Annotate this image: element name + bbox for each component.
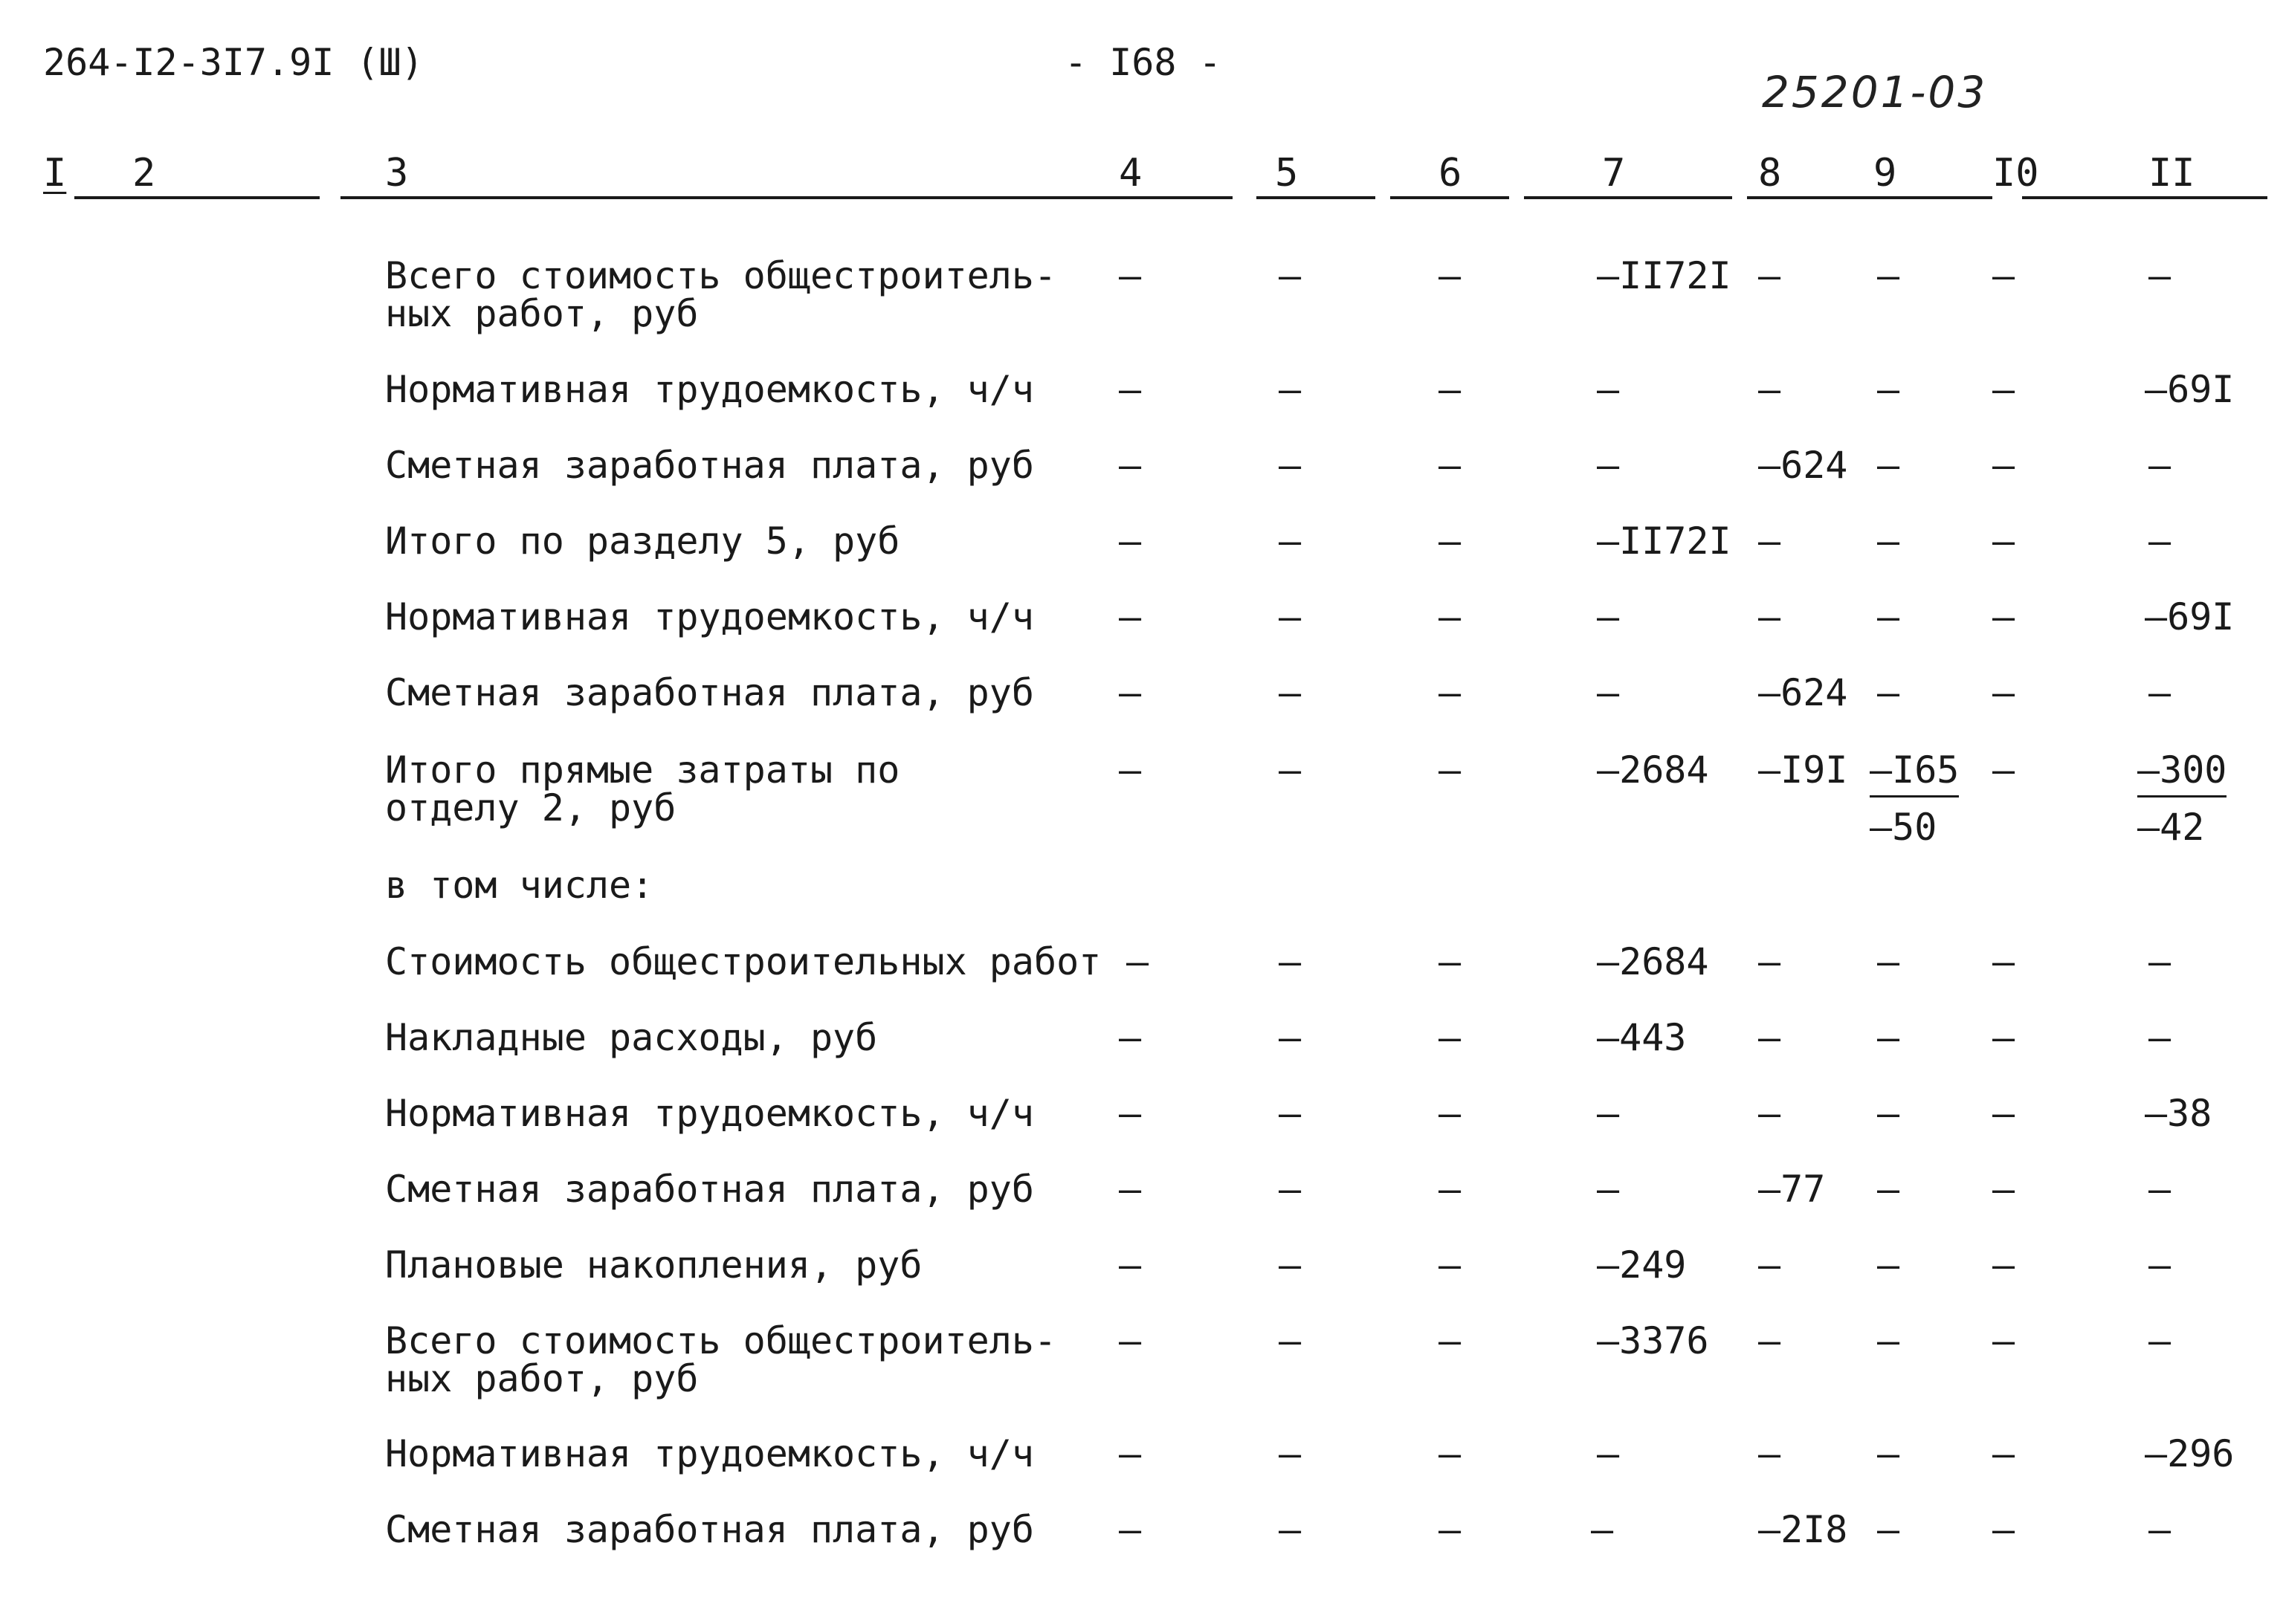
row-label: Всего стоимость общестроитель- (385, 1319, 1057, 1362)
col-header-3: 3 (385, 151, 409, 195)
col-header-4: 4 (1119, 151, 1143, 195)
row-label: Сметная заработная плата, руб (385, 671, 1034, 714)
col-header-10: I0 (1992, 151, 2039, 195)
col-header-5: 5 (1275, 151, 1299, 195)
cell-c4: – (1119, 368, 1142, 411)
cell-c5: – (1279, 748, 1302, 792)
cell-c5: – (1279, 444, 1302, 487)
cell-c8: – (1758, 520, 1781, 563)
cell-c7: – (1591, 1508, 1614, 1551)
row-label-cont: отделу 2, руб (385, 786, 676, 829)
cell-c5: – (1279, 1092, 1302, 1135)
cell-c10: – (1992, 595, 2015, 638)
cell-c6: – (1438, 940, 1462, 983)
cell-c6: – (1438, 254, 1462, 297)
header-rule-3 (1256, 196, 1375, 199)
cell-c9: – (1877, 368, 1900, 411)
cell-c10: – (1992, 1432, 2015, 1475)
cell-c7: – (1597, 1092, 1620, 1135)
cell-c6: – (1438, 444, 1462, 487)
col-header-11: II (2148, 151, 2195, 195)
cell-c6: – (1438, 1508, 1462, 1551)
col-header-9: 9 (1873, 151, 1897, 195)
cell-c9: – (1877, 1319, 1900, 1362)
header-rule-1 (74, 196, 320, 199)
row-label: Сметная заработная плата, руб (385, 1508, 1034, 1551)
cell-c6: – (1438, 1092, 1462, 1135)
cell-c9: – (1877, 940, 1900, 983)
cell-c5: – (1279, 1016, 1302, 1059)
header-rule-6 (1747, 196, 1992, 199)
cell-c10: – (1992, 520, 2015, 563)
handwritten-code: 25201-03 (1762, 67, 1988, 117)
cell-c9: – (1877, 1168, 1900, 1211)
page-number: - I68 - (1065, 41, 1221, 84)
cell-c10: – (1992, 671, 2015, 714)
cell-c6: – (1438, 520, 1462, 563)
cell-c9: – (1877, 254, 1900, 297)
header-rule-7 (2022, 196, 2267, 199)
header-rule-4 (1390, 196, 1509, 199)
cell-c11: – (2148, 1016, 2171, 1059)
cell-c10: – (1992, 1319, 2015, 1362)
row-label: Сметная заработная плата, руб (385, 1168, 1034, 1211)
cell-c5: – (1279, 1508, 1302, 1551)
cell-c9: – (1877, 520, 1900, 563)
cell-c5: – (1279, 1168, 1302, 1211)
cell-c7: –II72I (1597, 254, 1731, 297)
cell-c9-fraction (1870, 748, 1960, 849)
row-label: Накладные расходы, руб (385, 1016, 878, 1059)
cell-c8: –77 (1758, 1168, 1826, 1211)
row-label-cont: ных работ, руб (385, 1357, 699, 1400)
cell-c9-denominator: –50 (1870, 806, 1937, 849)
cell-c11: –38 (2145, 1092, 2212, 1135)
cell-c10: – (1992, 1168, 2015, 1211)
cell-c11: – (2148, 444, 2171, 487)
cell-c10: – (1992, 444, 2015, 487)
cell-c9: – (1877, 1508, 1900, 1551)
cell-c9: – (1877, 1016, 1900, 1059)
row-label-cont: ных работ, руб (385, 292, 699, 335)
cell-c5: – (1279, 1432, 1302, 1475)
col-header-8: 8 (1758, 151, 1782, 195)
cell-c10: – (1992, 1508, 2015, 1551)
cell-c7: – (1597, 444, 1620, 487)
cell-c6: – (1438, 671, 1462, 714)
cell-c4: – (1126, 940, 1149, 983)
cell-c11: – (2148, 1508, 2171, 1551)
cell-c4: – (1119, 1508, 1142, 1551)
cell-c10: – (1992, 1016, 2015, 1059)
cell-c7: –II72I (1597, 520, 1731, 563)
cell-c11: – (2148, 671, 2171, 714)
cell-c8: – (1758, 254, 1781, 297)
cell-c4: – (1119, 1016, 1142, 1059)
cell-c9: – (1877, 671, 1900, 714)
cell-c9: – (1877, 1243, 1900, 1287)
col-header-6: 6 (1438, 151, 1462, 195)
cell-c7: –3376 (1597, 1319, 1709, 1362)
cell-c9: – (1877, 1432, 1900, 1475)
cell-c8: – (1758, 1243, 1781, 1287)
cell-c8: – (1758, 1016, 1781, 1059)
cell-c5: – (1279, 671, 1302, 714)
cell-c4: – (1119, 444, 1142, 487)
cell-c8: –624 (1758, 671, 1848, 714)
col-header-7: 7 (1602, 151, 1626, 195)
cell-c8: – (1758, 595, 1781, 638)
row-label: Плановые накопления, руб (385, 1243, 923, 1287)
cell-c11-denominator: –42 (2137, 806, 2205, 849)
cell-c8: – (1758, 368, 1781, 411)
cell-c11: –69I (2145, 368, 2235, 411)
cell-c11: – (2148, 520, 2171, 563)
cell-c6: – (1438, 1168, 1462, 1211)
col-header-1: I (43, 151, 67, 195)
col-header-2: 2 (132, 151, 156, 195)
cell-c10: – (1992, 748, 2015, 792)
cell-c8: – (1758, 1092, 1781, 1135)
cell-c4: – (1119, 595, 1142, 638)
row-label: Стоимость общестроительных работ (385, 940, 1102, 983)
cell-c11: –296 (2145, 1432, 2235, 1475)
cell-c6: – (1438, 595, 1462, 638)
header-rule-2 (340, 196, 1233, 199)
row-label: Сметная заработная плата, руб (385, 444, 1034, 487)
cell-c6: – (1438, 1016, 1462, 1059)
doc-code: 264-I2-3I7.9I (Ш) (43, 41, 424, 84)
cell-c11: – (2148, 1168, 2171, 1211)
row-label: Нормативная трудоемкость, ч/ч (385, 1092, 1034, 1135)
cell-c8: –2I8 (1758, 1508, 1848, 1551)
cell-c11-numerator: –300 (2137, 751, 2227, 798)
row-label: Всего стоимость общестроитель- (385, 254, 1057, 297)
cell-c11-fraction (2137, 748, 2227, 849)
cell-c8: –624 (1758, 444, 1848, 487)
cell-c7: – (1597, 1432, 1620, 1475)
cell-c7: –2684 (1597, 748, 1709, 792)
cell-c10: – (1992, 940, 2015, 983)
cell-c4: – (1119, 671, 1142, 714)
cell-c7: – (1597, 368, 1620, 411)
cell-c6: – (1438, 748, 1462, 792)
cell-c11: – (2148, 940, 2171, 983)
cell-c7: –443 (1597, 1016, 1687, 1059)
cell-c9: – (1877, 595, 1900, 638)
cell-c7: – (1597, 671, 1620, 714)
cell-c6: – (1438, 1319, 1462, 1362)
cell-c6: – (1438, 368, 1462, 411)
cell-c5: – (1279, 595, 1302, 638)
cell-c5: – (1279, 368, 1302, 411)
cell-c10: – (1992, 368, 2015, 411)
cell-c8: – (1758, 940, 1781, 983)
row-label: в том числе: (385, 864, 654, 907)
cell-c7: –249 (1597, 1243, 1687, 1287)
cell-c5: – (1279, 254, 1302, 297)
row-label: Итого прямые затраты по (385, 748, 900, 792)
cell-c4: – (1119, 254, 1142, 297)
cell-c7: – (1597, 595, 1620, 638)
cell-c4: – (1119, 1432, 1142, 1475)
cell-c10: – (1992, 1092, 2015, 1135)
cell-c9: – (1877, 1092, 1900, 1135)
cell-c8: – (1758, 1319, 1781, 1362)
cell-c6: – (1438, 1432, 1462, 1475)
cell-c8: – (1758, 1432, 1781, 1475)
cell-c4: – (1119, 1092, 1142, 1135)
cell-c4: – (1119, 748, 1142, 792)
cell-c6: – (1438, 1243, 1462, 1287)
cell-c11: – (2148, 254, 2171, 297)
cell-c11: –69I (2145, 595, 2235, 638)
row-label: Нормативная трудоемкость, ч/ч (385, 368, 1034, 411)
cell-c4: – (1119, 1319, 1142, 1362)
cell-c9: – (1877, 444, 1900, 487)
cell-c10: – (1992, 1243, 2015, 1287)
cell-c10: – (1992, 254, 2015, 297)
cell-c4: – (1119, 520, 1142, 563)
cell-c4: – (1119, 1243, 1142, 1287)
row-label: Итого по разделу 5, руб (385, 520, 900, 563)
cell-c5: – (1279, 1243, 1302, 1287)
cell-c8: –I9I (1758, 748, 1848, 792)
header-rule-5 (1524, 196, 1732, 199)
cell-c11: – (2148, 1243, 2171, 1287)
cell-c5: – (1279, 940, 1302, 983)
cell-c5: – (1279, 1319, 1302, 1362)
cell-c7: –2684 (1597, 940, 1709, 983)
cell-c4: – (1119, 1168, 1142, 1211)
row-label: Нормативная трудоемкость, ч/ч (385, 1432, 1034, 1475)
cell-c7: – (1597, 1168, 1620, 1211)
row-label: Нормативная трудоемкость, ч/ч (385, 595, 1034, 638)
cell-c11: – (2148, 1319, 2171, 1362)
cell-c5: – (1279, 520, 1302, 563)
cell-c9-numerator: –I65 (1870, 751, 1959, 798)
